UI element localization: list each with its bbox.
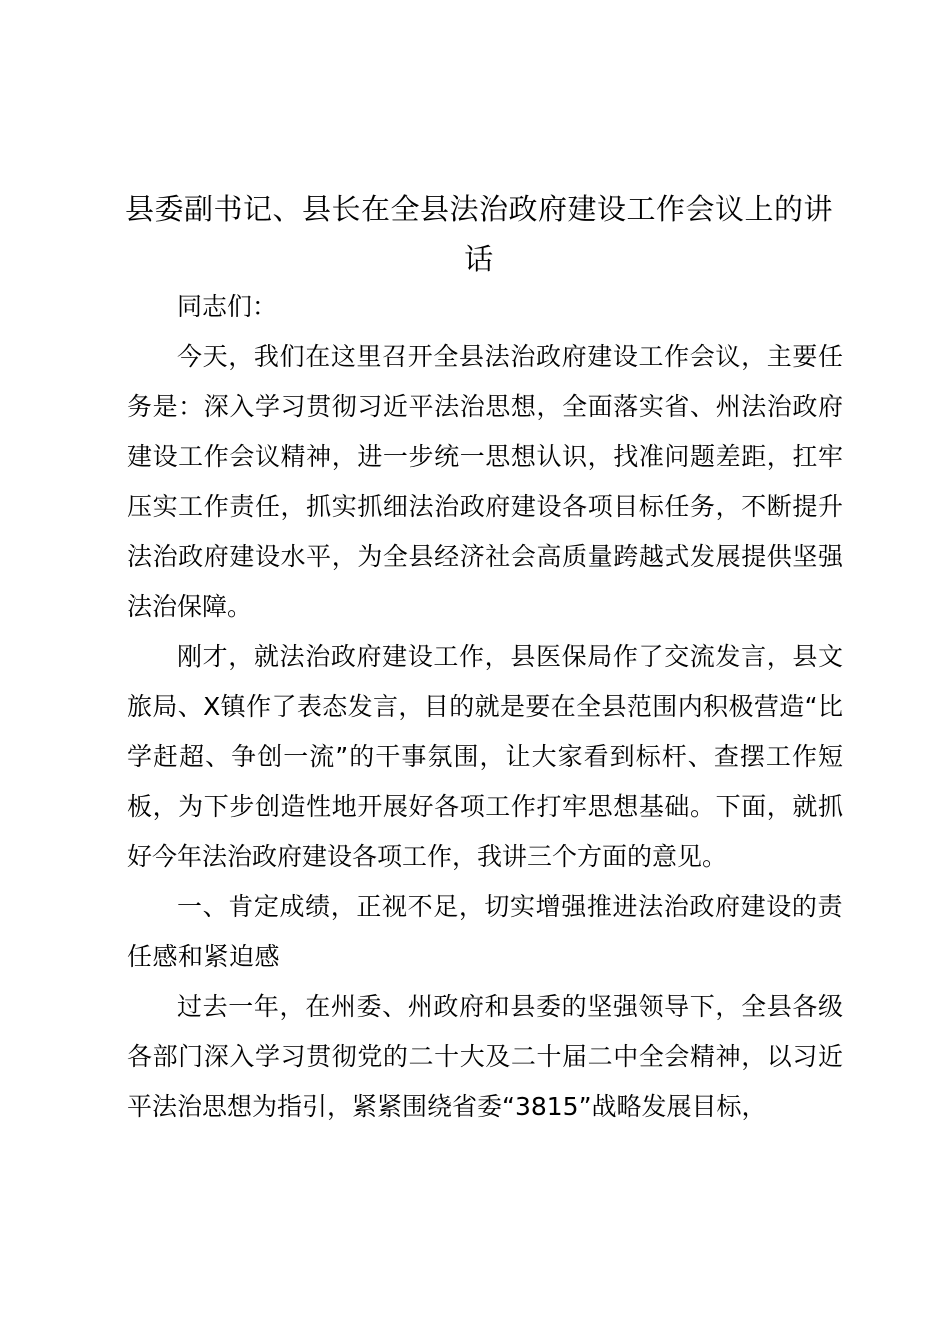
salutation: 同志们：: [177, 292, 278, 321]
paragraph-speeches: 刚才，就法治政府建设工作，县医保局作了交流发言，县文旅局、X镇作了表态发言，目的就是要在全县范围内积极营造“比学赶超、争创一流”的干事氛围，让大家看到标杆、查摆工作短板，为下步创造性地开展好各项工作打牢思想基础。下面，就抓好今年法治政府建设各项工作，我讲三个方面的意见。: [127, 642, 843, 871]
paragraph-opening: 今天，我们在这里召开全县法治政府建设工作会议，主要任务是：深入学习贯彻习近平法治思想，全面落实省、州法治政府建设工作会议精神，进一步统一思想认识，找准问题差距，扛牢压实工作责任，抓实抓细法治政府建设各项目标任务，不断提升法治政府建设水平，为全县经济社会高质量跨越式发展提供坚强法治保障。: [127, 342, 843, 621]
document-body: [127, 282, 843, 1132]
paragraph-section-one: 过去一年，在州委、州政府和县委的坚强领导下，全县各级各部门深入学习贯彻党的二十大及二十届二中全会精神，以习近平法治思想为指引，紧紧围绕省委“3815”战略发展目标，: [127, 992, 843, 1121]
document-title: 县委副书记、县长在全县法治政府建设工作会议上的讲话: [124, 192, 833, 276]
section-heading: 一、肯定成绩，正视不足，切实增强推进法治政府建设的责任感和紧迫感: [127, 892, 843, 971]
